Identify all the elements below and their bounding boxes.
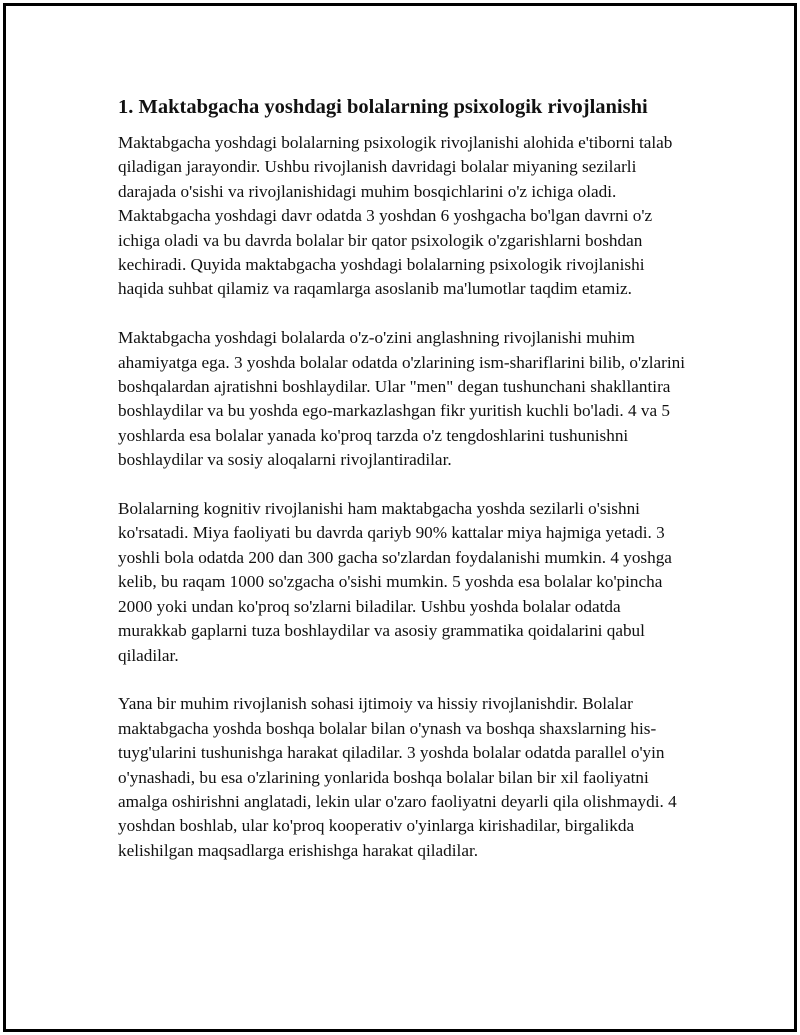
section-heading: 1. Maktabgacha yoshdagi bolalarning psixologik rivojlanishi xyxy=(118,96,648,118)
paragraph-social-emotional: Yana bir muhim rivojlanish sohasi ijtimoiy va hissiy rivojlanishdir. Bolalar maktabgacha yoshda boshqa bolalar bilan o'ynash va boshqa shaxslarning his-tuyg'ularini tushunishga harakat qiladilar. 3 yoshda bolalar odatda parallel o'yin o'ynashadi, bu esa o'zlarining yonlarida boshqa bolalar bilan bir xil faoliyatni amalga oshirishni anglatadi, lekin ular o'zaro faoliyatni deyarli qila olishmaydi. 4 yoshdan boshlab, ular ko'proq kooperativ o'yinlarga kirishadilar, birgalikda kelishilgan maqsadlarga erishishga harakat qiladilar. xyxy=(118,694,677,860)
paragraph-cognitive: Bolalarning kognitiv rivojlanishi ham maktabgacha yoshda sezilarli o'sishni ko'rsatadi. Miya faoliyati bu davrda qariyb 90% kattalar miya hajmiga yetadi. 3 yoshli bola odatda 200 dan 300 gacha so'zlardan foydalanishi mumkin. 4 yoshga kelib, bu raqam 1000 so'zgacha o'sishi mumkin. 5 yoshda esa bolalar ko'pincha 2000 yoki undan ko'proq so'zlarni biladilar. Ushbu yoshda bolalar odatda murakkab gaplarni tuza boshlaydilar va asosiy grammatika qoidalarini qabul qiladilar. xyxy=(118,499,672,665)
paragraph-self-awareness: Maktabgacha yoshdagi bolalarda o'z-o'zini anglashning rivojlanishi muhim ahamiyatga ega. 3 yoshda bolalar odatda o'zlarining ism-shariflarini bilib, o'zlarini boshqalardan ajratishni boshlaydilar. Ular "men" degan tushunchani shakllantira boshlaydilar va bu yoshda ego-markazlashgan fikr yuritish kuchli bo'ladi. 4 va 5 yoshlarda esa bolalar yanada ko'proq tarzda o'z tengdoshlarini tushunishni boshlaydilar va sosiy aloqalarni rivojlantiradilar. xyxy=(118,328,685,470)
paragraph-intro: Maktabgacha yoshdagi bolalarning psixologik rivojlanishi alohida e'tiborni talab qiladigan jarayondir. Ushbu rivojlanish davridagi bolalar miyaning sezilarli darajada o'sishi va rivojlanishidagi muhim bosqichlarini o'z ichiga oladi. Maktabgacha yoshdagi davr odatda 3 yoshdan 6 yoshgacha bo'lgan davrni o'z ichiga oladi va bu davrda bolalar bir qator psixologik o'zgarishlarni boshdan kechiradi. Quyida maktabgacha yoshdagi bolalarning psixologik rivojlanishi haqida suhbat qilamiz va raqamlarga asoslanib ma'lumotlar taqdim etamiz. xyxy=(118,133,673,299)
document-body xyxy=(118,95,688,888)
